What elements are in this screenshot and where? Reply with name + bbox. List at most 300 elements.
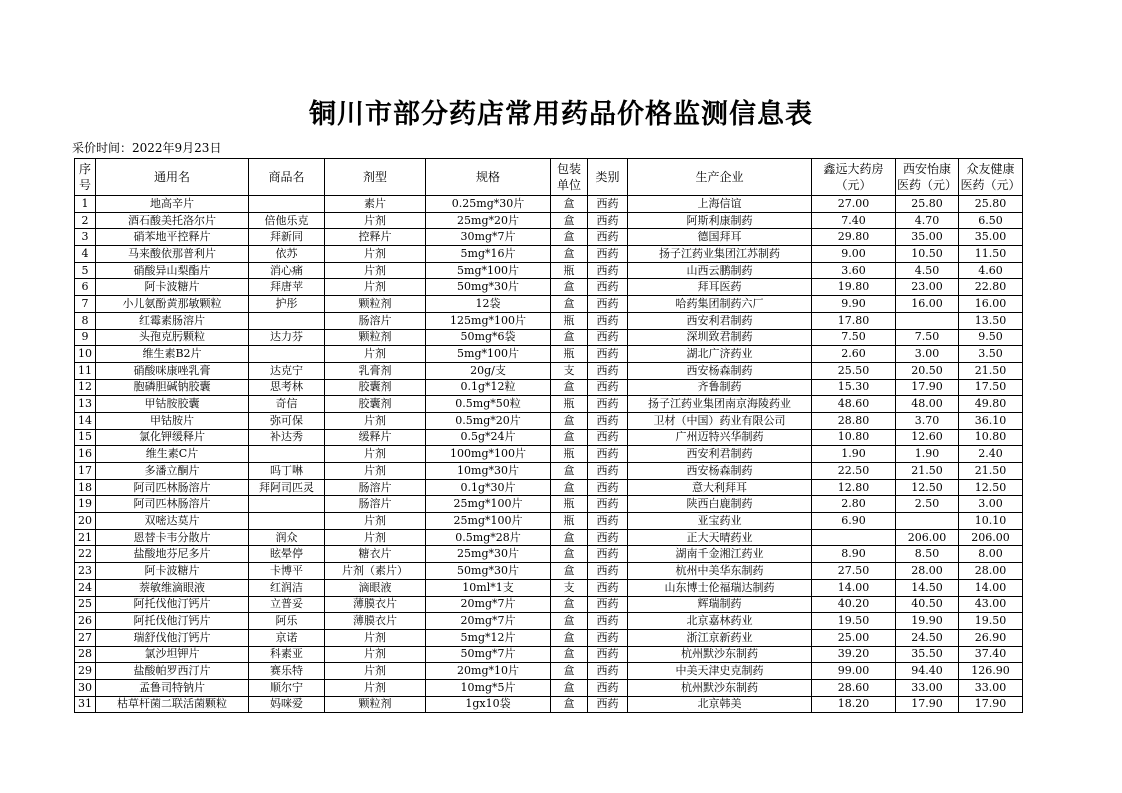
cell-category: 西药: [588, 196, 628, 213]
cell-seq: 18: [75, 479, 96, 496]
cell-specification: 25mg*100片: [426, 513, 551, 530]
table-row: [75, 196, 1023, 213]
cell-category: 西药: [588, 246, 628, 263]
cell-price-xinyuan: 1.90: [812, 446, 896, 463]
cell-package-unit: 盒: [551, 596, 588, 613]
cell-price-zhongyou: 11.50: [959, 246, 1023, 263]
cell-specification: 20mg*7片: [426, 596, 551, 613]
cell-package-unit: 瓶: [551, 496, 588, 513]
cell-seq: 22: [75, 546, 96, 563]
cell-price-xinyuan: 14.00: [812, 579, 896, 596]
cell-price-yikang: 3.00: [896, 346, 959, 363]
cell-package-unit: 盒: [551, 429, 588, 446]
cell-seq: 20: [75, 513, 96, 530]
cell-brand-name: 弥可保: [249, 412, 325, 429]
cell-manufacturer: 杭州默沙东制药: [628, 646, 812, 663]
table-row: [75, 279, 1023, 296]
cell-price-yikang: 14.50: [896, 579, 959, 596]
cell-seq: 11: [75, 362, 96, 379]
cell-brand-name: [249, 446, 325, 463]
cell-manufacturer: 亚宝药业: [628, 513, 812, 530]
cell-price-yikang: 7.50: [896, 329, 959, 346]
cell-generic-name: 盐酸帕罗西汀片: [96, 663, 249, 680]
cell-price-zhongyou: 25.80: [959, 196, 1023, 213]
cell-package-unit: 盒: [551, 696, 588, 713]
cell-package-unit: 瓶: [551, 312, 588, 329]
cell-category: 西药: [588, 329, 628, 346]
cell-package-unit: 盒: [551, 479, 588, 496]
cell-generic-name: 维生素C片: [96, 446, 249, 463]
cell-price-xinyuan: [812, 529, 896, 546]
cell-brand-name: 达克宁: [249, 362, 325, 379]
cell-package-unit: 瓶: [551, 262, 588, 279]
cell-specification: 30mg*7片: [426, 229, 551, 246]
cell-specification: 0.5mg*28片: [426, 529, 551, 546]
cell-price-zhongyou: 26.90: [959, 629, 1023, 646]
cell-seq: 29: [75, 663, 96, 680]
header-seq: 序 号: [75, 159, 96, 196]
cell-brand-name: 达力芬: [249, 329, 325, 346]
cell-dosage-form: 片剂: [325, 262, 426, 279]
cell-generic-name: 硝酸异山梨酯片: [96, 262, 249, 279]
cell-price-zhongyou: 10.10: [959, 513, 1023, 530]
cell-seq: 4: [75, 246, 96, 263]
cell-package-unit: 盒: [551, 229, 588, 246]
cell-specification: 125mg*100片: [426, 312, 551, 329]
cell-specification: 1gx10袋: [426, 696, 551, 713]
table-row: [75, 362, 1023, 379]
cell-price-zhongyou: 13.50: [959, 312, 1023, 329]
cell-seq: 21: [75, 529, 96, 546]
cell-seq: 15: [75, 429, 96, 446]
cell-seq: 31: [75, 696, 96, 713]
cell-brand-name: 红润洁: [249, 579, 325, 596]
header-category: 类别: [588, 159, 628, 196]
cell-brand-name: 赛乐特: [249, 663, 325, 680]
cell-dosage-form: 片剂: [325, 679, 426, 696]
cell-seq: 30: [75, 679, 96, 696]
cell-brand-name: 科素亚: [249, 646, 325, 663]
cell-generic-name: 阿卡波糖片: [96, 279, 249, 296]
cell-manufacturer: 德国拜耳: [628, 229, 812, 246]
cell-dosage-form: 薄膜衣片: [325, 596, 426, 613]
cell-package-unit: 盒: [551, 646, 588, 663]
cell-generic-name: 甲钴胺片: [96, 412, 249, 429]
cell-brand-name: 思考林: [249, 379, 325, 396]
cell-dosage-form: 素片: [325, 196, 426, 213]
header-manufacturer: 生产企业: [628, 159, 812, 196]
cell-price-zhongyou: 43.00: [959, 596, 1023, 613]
cell-package-unit: 盒: [551, 663, 588, 680]
cell-price-yikang: 40.50: [896, 596, 959, 613]
cell-brand-name: 拜新同: [249, 229, 325, 246]
cell-price-yikang: 1.90: [896, 446, 959, 463]
table-row: [75, 412, 1023, 429]
cell-package-unit: 瓶: [551, 513, 588, 530]
cell-price-zhongyou: 17.90: [959, 696, 1023, 713]
cell-seq: 6: [75, 279, 96, 296]
cell-price-xinyuan: 17.80: [812, 312, 896, 329]
table-row: [75, 379, 1023, 396]
cell-price-zhongyou: 14.00: [959, 579, 1023, 596]
cell-generic-name: 盐酸地芬尼多片: [96, 546, 249, 563]
cell-brand-name: 妈咪爱: [249, 696, 325, 713]
cell-price-yikang: 19.90: [896, 613, 959, 630]
table-row: [75, 696, 1023, 713]
cell-price-xinyuan: 99.00: [812, 663, 896, 680]
cell-manufacturer: 正大天晴药业: [628, 529, 812, 546]
cell-generic-name: 阿托伐他汀钙片: [96, 613, 249, 630]
cell-generic-name: 氯沙坦钾片: [96, 646, 249, 663]
cell-price-zhongyou: 8.00: [959, 546, 1023, 563]
cell-price-xinyuan: 27.00: [812, 196, 896, 213]
cell-price-zhongyou: 17.50: [959, 379, 1023, 396]
cell-manufacturer: 西安杨森制药: [628, 463, 812, 480]
cell-brand-name: 吗丁啉: [249, 463, 325, 480]
cell-generic-name: 红霉素肠溶片: [96, 312, 249, 329]
cell-package-unit: 盒: [551, 329, 588, 346]
cell-price-yikang: 25.80: [896, 196, 959, 213]
table-row: [75, 312, 1023, 329]
cell-specification: 10mg*5片: [426, 679, 551, 696]
cell-package-unit: 盒: [551, 463, 588, 480]
cell-price-zhongyou: 22.80: [959, 279, 1023, 296]
cell-specification: 10mg*30片: [426, 463, 551, 480]
cell-specification: 5mg*100片: [426, 346, 551, 363]
cell-generic-name: 胞磷胆碱钠胶囊: [96, 379, 249, 396]
cell-category: 西药: [588, 629, 628, 646]
cell-category: 西药: [588, 262, 628, 279]
cell-price-yikang: 12.50: [896, 479, 959, 496]
header-store-xinyuan: 鑫远大药房 （元）: [812, 159, 896, 196]
cell-price-zhongyou: 37.40: [959, 646, 1023, 663]
cell-price-yikang: 23.00: [896, 279, 959, 296]
cell-price-yikang: 2.50: [896, 496, 959, 513]
cell-specification: 0.5g*24片: [426, 429, 551, 446]
cell-package-unit: 盒: [551, 379, 588, 396]
cell-seq: 28: [75, 646, 96, 663]
cell-price-xinyuan: 25.00: [812, 629, 896, 646]
cell-specification: 0.5mg*50粒: [426, 396, 551, 413]
cell-specification: 0.1g*30片: [426, 479, 551, 496]
table-row: [75, 446, 1023, 463]
cell-brand-name: 护彤: [249, 296, 325, 313]
cell-price-zhongyou: 16.00: [959, 296, 1023, 313]
cell-specification: 0.1g*12粒: [426, 379, 551, 396]
cell-dosage-form: 片剂: [325, 463, 426, 480]
cell-category: 西药: [588, 646, 628, 663]
cell-manufacturer: 西安利君制药: [628, 312, 812, 329]
cell-price-yikang: 21.50: [896, 463, 959, 480]
cell-price-zhongyou: 21.50: [959, 362, 1023, 379]
cell-price-zhongyou: 49.80: [959, 396, 1023, 413]
cell-manufacturer: 北京韩美: [628, 696, 812, 713]
table-row: [75, 496, 1023, 513]
cell-price-zhongyou: 4.60: [959, 262, 1023, 279]
cell-price-yikang: [896, 513, 959, 530]
cell-specification: 5mg*12片: [426, 629, 551, 646]
cell-specification: 5mg*16片: [426, 246, 551, 263]
cell-category: 西药: [588, 396, 628, 413]
table-row: [75, 513, 1023, 530]
cell-dosage-form: 片剂: [325, 446, 426, 463]
cell-category: 西药: [588, 362, 628, 379]
table-row: [75, 212, 1023, 229]
cell-category: 西药: [588, 312, 628, 329]
cell-package-unit: 支: [551, 362, 588, 379]
cell-price-xinyuan: 25.50: [812, 362, 896, 379]
cell-brand-name: [249, 513, 325, 530]
cell-dosage-form: 薄膜衣片: [325, 613, 426, 630]
cell-generic-name: 瑞舒伐他汀钙片: [96, 629, 249, 646]
table-row: [75, 229, 1023, 246]
cell-dosage-form: 片剂: [325, 663, 426, 680]
cell-dosage-form: 片剂: [325, 412, 426, 429]
cell-category: 西药: [588, 546, 628, 563]
cell-price-zhongyou: 126.90: [959, 663, 1023, 680]
cell-specification: 0.25mg*30片: [426, 196, 551, 213]
cell-seq: 19: [75, 496, 96, 513]
cell-generic-name: 多潘立酮片: [96, 463, 249, 480]
cell-category: 西药: [588, 463, 628, 480]
cell-price-xinyuan: 48.60: [812, 396, 896, 413]
cell-manufacturer: 深圳致君制药: [628, 329, 812, 346]
cell-generic-name: 小儿氨酚黄那敏颗粒: [96, 296, 249, 313]
cell-price-xinyuan: 2.60: [812, 346, 896, 363]
cell-dosage-form: 片剂: [325, 513, 426, 530]
cell-brand-name: 眩晕停: [249, 546, 325, 563]
cell-price-yikang: 3.70: [896, 412, 959, 429]
cell-price-yikang: [896, 312, 959, 329]
cell-package-unit: 瓶: [551, 346, 588, 363]
cell-package-unit: 盒: [551, 679, 588, 696]
cell-generic-name: 萘敏维滴眼液: [96, 579, 249, 596]
cell-brand-name: 奇信: [249, 396, 325, 413]
cell-specification: 5mg*100片: [426, 262, 551, 279]
page-title: 铜川市部分药店常用药品价格监测信息表: [309, 99, 813, 130]
cell-dosage-form: 胶囊剂: [325, 396, 426, 413]
cell-dosage-form: 片剂: [325, 246, 426, 263]
cell-price-zhongyou: 2.40: [959, 446, 1023, 463]
cell-dosage-form: 颗粒剂: [325, 329, 426, 346]
cell-manufacturer: 意大利拜耳: [628, 479, 812, 496]
cell-price-xinyuan: 8.90: [812, 546, 896, 563]
cell-price-yikang: 17.90: [896, 379, 959, 396]
cell-category: 西药: [588, 412, 628, 429]
cell-seq: 9: [75, 329, 96, 346]
cell-generic-name: 马来酸依那普利片: [96, 246, 249, 263]
cell-package-unit: 盒: [551, 246, 588, 263]
cell-generic-name: 地高辛片: [96, 196, 249, 213]
cell-specification: 20mg*10片: [426, 663, 551, 680]
cell-dosage-form: 片剂: [325, 212, 426, 229]
cell-package-unit: 支: [551, 579, 588, 596]
header-store-zhongyou: 众友健康 医药（元）: [959, 159, 1023, 196]
header-generic-name: 通用名: [96, 159, 249, 196]
cell-dosage-form: 肠溶片: [325, 496, 426, 513]
cell-generic-name: 孟鲁司特钠片: [96, 679, 249, 696]
cell-price-yikang: 4.70: [896, 212, 959, 229]
cell-specification: 25mg*100片: [426, 496, 551, 513]
header-package-unit: 包装 单位: [551, 159, 588, 196]
cell-dosage-form: 肠溶片: [325, 479, 426, 496]
cell-generic-name: 酒石酸美托洛尔片: [96, 212, 249, 229]
cell-seq: 27: [75, 629, 96, 646]
cell-category: 西药: [588, 229, 628, 246]
cell-manufacturer: 西安杨森制药: [628, 362, 812, 379]
cell-price-zhongyou: 21.50: [959, 463, 1023, 480]
cell-manufacturer: 浙江京新药业: [628, 629, 812, 646]
cell-generic-name: 维生素B2片: [96, 346, 249, 363]
cell-category: 西药: [588, 513, 628, 530]
table-row: [75, 663, 1023, 680]
cell-generic-name: 枯草杆菌二联活菌颗粒: [96, 696, 249, 713]
cell-category: 西药: [588, 446, 628, 463]
cell-seq: 25: [75, 596, 96, 613]
cell-price-xinyuan: 18.20: [812, 696, 896, 713]
cell-manufacturer: 杭州默沙东制药: [628, 679, 812, 696]
header-store-yikang: 西安怡康 医药（元）: [896, 159, 959, 196]
cell-dosage-form: 缓释片: [325, 429, 426, 446]
cell-package-unit: 盒: [551, 212, 588, 229]
table-row: [75, 529, 1023, 546]
cell-brand-name: [249, 346, 325, 363]
cell-dosage-form: 片剂: [325, 646, 426, 663]
cell-manufacturer: 西安利君制药: [628, 446, 812, 463]
cell-specification: 25mg*20片: [426, 212, 551, 229]
table-row: [75, 646, 1023, 663]
cell-category: 西药: [588, 613, 628, 630]
cell-generic-name: 硝酸咪康唑乳膏: [96, 362, 249, 379]
cell-brand-name: 拜阿司匹灵: [249, 479, 325, 496]
table-row: [75, 463, 1023, 480]
cell-brand-name: 依苏: [249, 246, 325, 263]
cell-generic-name: 头孢克肟颗粒: [96, 329, 249, 346]
cell-price-xinyuan: 12.80: [812, 479, 896, 496]
cell-dosage-form: 颗粒剂: [325, 296, 426, 313]
cell-manufacturer: 湖南千金湘江药业: [628, 546, 812, 563]
header-specification: 规格: [426, 159, 551, 196]
cell-manufacturer: 陕西白鹿制药: [628, 496, 812, 513]
cell-price-xinyuan: 6.90: [812, 513, 896, 530]
cell-category: 西药: [588, 496, 628, 513]
header-dosage-form: 剂型: [325, 159, 426, 196]
cell-price-xinyuan: 39.20: [812, 646, 896, 663]
cell-dosage-form: 片剂: [325, 529, 426, 546]
cell-price-xinyuan: 2.80: [812, 496, 896, 513]
table-row: [75, 329, 1023, 346]
cell-price-zhongyou: 206.00: [959, 529, 1023, 546]
table-body: [75, 196, 1023, 713]
cell-specification: 20mg*7片: [426, 613, 551, 630]
cell-dosage-form: 肠溶片: [325, 312, 426, 329]
survey-date: 采价时间：2022年9月23日: [72, 141, 222, 155]
cell-price-zhongyou: 3.50: [959, 346, 1023, 363]
cell-seq: 8: [75, 312, 96, 329]
cell-generic-name: 阿司匹林肠溶片: [96, 496, 249, 513]
cell-generic-name: 阿卡波糖片: [96, 563, 249, 580]
cell-specification: 10ml*1支: [426, 579, 551, 596]
table-row: [75, 346, 1023, 363]
table-row: [75, 629, 1023, 646]
cell-price-xinyuan: 10.80: [812, 429, 896, 446]
cell-brand-name: 顺尔宁: [249, 679, 325, 696]
cell-category: 西药: [588, 296, 628, 313]
cell-brand-name: 润众: [249, 529, 325, 546]
cell-price-yikang: 12.60: [896, 429, 959, 446]
cell-manufacturer: 山西云鹏制药: [628, 262, 812, 279]
cell-brand-name: 阿乐: [249, 613, 325, 630]
cell-seq: 5: [75, 262, 96, 279]
cell-price-yikang: 17.90: [896, 696, 959, 713]
cell-seq: 3: [75, 229, 96, 246]
cell-package-unit: 盒: [551, 196, 588, 213]
cell-brand-name: [249, 496, 325, 513]
cell-seq: 14: [75, 412, 96, 429]
cell-price-yikang: 35.00: [896, 229, 959, 246]
cell-dosage-form: 片剂: [325, 629, 426, 646]
cell-category: 西药: [588, 479, 628, 496]
cell-price-yikang: 24.50: [896, 629, 959, 646]
cell-brand-name: 拜唐苹: [249, 279, 325, 296]
cell-price-xinyuan: 15.30: [812, 379, 896, 396]
table-row: [75, 246, 1023, 263]
cell-generic-name: 阿托伐他汀钙片: [96, 596, 249, 613]
cell-generic-name: 双嘧达莫片: [96, 513, 249, 530]
cell-manufacturer: 辉瑞制药: [628, 596, 812, 613]
cell-manufacturer: 扬子江药业集团江苏制药: [628, 246, 812, 263]
cell-price-zhongyou: 12.50: [959, 479, 1023, 496]
cell-dosage-form: 片剂: [325, 346, 426, 363]
cell-price-zhongyou: 9.50: [959, 329, 1023, 346]
header-brand-name: 商品名: [249, 159, 325, 196]
cell-package-unit: 盒: [551, 412, 588, 429]
cell-seq: 24: [75, 579, 96, 596]
cell-specification: 50mg*7片: [426, 646, 551, 663]
cell-price-xinyuan: 19.80: [812, 279, 896, 296]
cell-dosage-form: 胶囊剂: [325, 379, 426, 396]
table-row: [75, 613, 1023, 630]
cell-specification: 50mg*6袋: [426, 329, 551, 346]
cell-dosage-form: 片剂: [325, 279, 426, 296]
cell-price-zhongyou: 3.00: [959, 496, 1023, 513]
cell-price-zhongyou: 33.00: [959, 679, 1023, 696]
cell-price-xinyuan: 9.90: [812, 296, 896, 313]
cell-manufacturer: 扬子江药业集团南京海陵药业: [628, 396, 812, 413]
cell-manufacturer: 北京嘉林药业: [628, 613, 812, 630]
cell-brand-name: [249, 196, 325, 213]
table-row: [75, 296, 1023, 313]
cell-package-unit: 瓶: [551, 396, 588, 413]
price-table: [74, 158, 1023, 713]
table-row: [75, 596, 1023, 613]
cell-price-zhongyou: 36.10: [959, 412, 1023, 429]
cell-seq: 26: [75, 613, 96, 630]
cell-manufacturer: 哈药集团制药六厂: [628, 296, 812, 313]
cell-price-yikang: 28.00: [896, 563, 959, 580]
cell-generic-name: 硝苯地平控释片: [96, 229, 249, 246]
cell-category: 西药: [588, 679, 628, 696]
cell-price-xinyuan: 7.50: [812, 329, 896, 346]
cell-dosage-form: 糖衣片: [325, 546, 426, 563]
table-row: [75, 262, 1023, 279]
cell-seq: 12: [75, 379, 96, 396]
cell-price-zhongyou: 19.50: [959, 613, 1023, 630]
cell-category: 西药: [588, 563, 628, 580]
cell-dosage-form: 控释片: [325, 229, 426, 246]
cell-category: 西药: [588, 212, 628, 229]
cell-price-zhongyou: 6.50: [959, 212, 1023, 229]
